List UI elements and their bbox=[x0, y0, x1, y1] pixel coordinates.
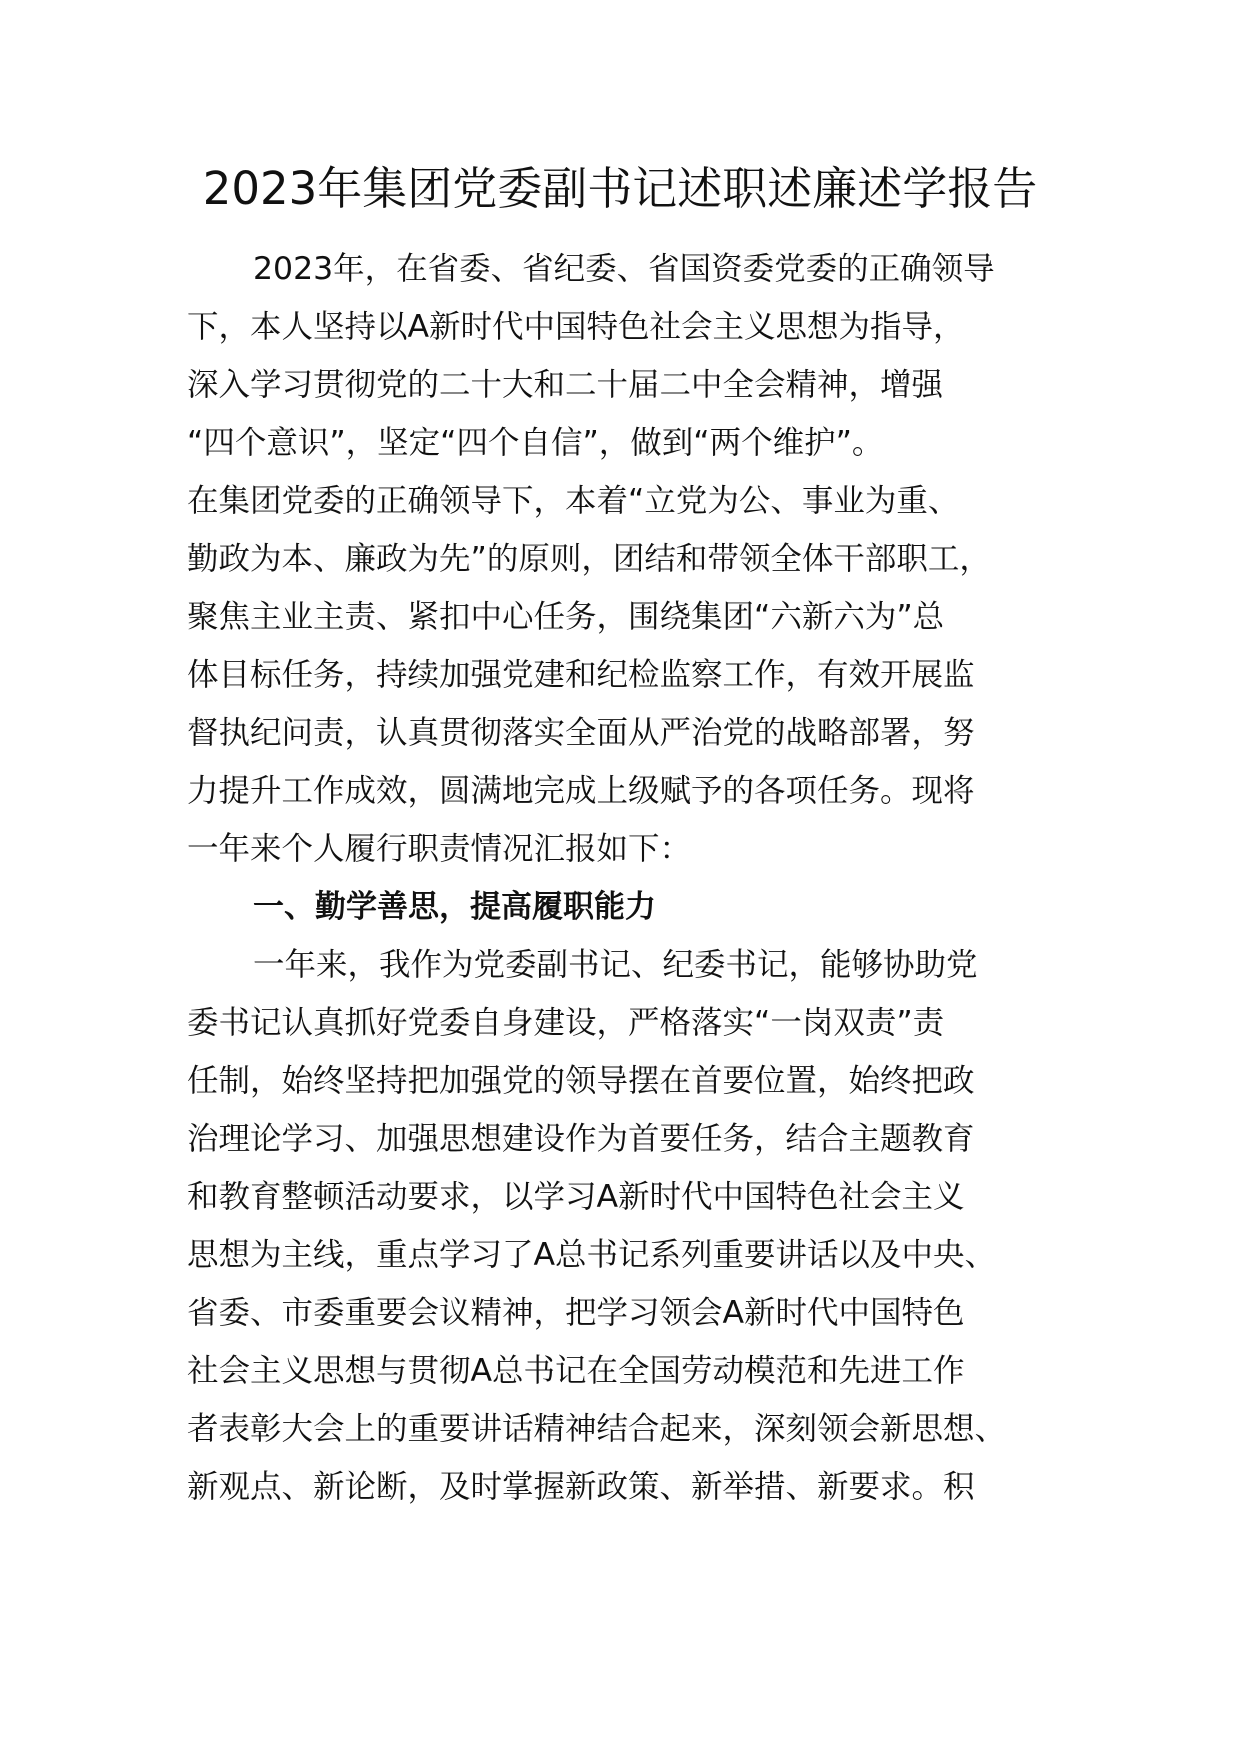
paragraph-line: 2023年，在省委、省纪委、省国资委党委的正确领导 bbox=[253, 251, 995, 287]
paragraph-line: 一年来，我作为党委副书记、纪委书记，能够协助党 bbox=[253, 947, 978, 983]
paragraph-line: 督执纪问责，认真贯彻落实全面从严治党的战略部署，努 bbox=[187, 715, 975, 751]
paragraph-line: 省委、市委重要会议精神，把学习领会A新时代中国特色 bbox=[187, 1295, 965, 1331]
paragraph-line: 社会主义思想与贯彻A总书记在全国劳动模范和先进工作 bbox=[187, 1353, 965, 1389]
section-heading: 一、勤学善思，提高履职能力 bbox=[253, 889, 656, 925]
paragraph-line: 治理论学习、加强思想建设作为首要任务，结合主题教育 bbox=[187, 1121, 975, 1157]
paragraph-line: 思想为主线，重点学习了A总书记系列重要讲话以及中央、 bbox=[187, 1237, 997, 1273]
document-title: 2023年集团党委副书记述职述廉述学报告 bbox=[202, 162, 1038, 215]
paragraph-line: 深入学习贯彻党的二十大和二十届二中全会精神，增强 bbox=[187, 367, 944, 403]
paragraph-line: 任制，始终坚持把加强党的领导摆在首要位置，始终把政 bbox=[187, 1063, 975, 1099]
paragraph-line: 下，本人坚持以A新时代中国特色社会主义思想为指导， bbox=[187, 309, 965, 345]
paragraph-line: 体目标任务，持续加强党建和纪检监察工作，有效开展监 bbox=[187, 657, 975, 693]
paragraph-line: 在集团党委的正确领导下，本着“立党为公、事业为重、 bbox=[187, 483, 960, 519]
paragraph-line: 新观点、新论断，及时掌握新政策、新举措、新要求。积 bbox=[187, 1469, 975, 1505]
paragraph-line: 力提升工作成效，圆满地完成上级赋予的各项任务。现将 bbox=[187, 773, 975, 809]
paragraph-line: 聚焦主业主责、紧扣中心任务，围绕集团“六新六为”总 bbox=[187, 599, 945, 635]
paragraph-line: 勤政为本、廉政为先”的原则，团结和带领全体干部职工， bbox=[187, 541, 991, 577]
paragraph-line: 者表彰大会上的重要讲话精神结合起来，深刻领会新思想、 bbox=[187, 1411, 1007, 1447]
paragraph-line: 和教育整顿活动要求，以学习A新时代中国特色社会主义 bbox=[187, 1179, 965, 1215]
document-body bbox=[187, 240, 1057, 1516]
paragraph-line: 委书记认真抓好党委自身建设，严格落实“一岗双责”责 bbox=[187, 1005, 945, 1041]
paragraph-line: “四个意识”，坚定“四个自信”，做到“两个维护”。 bbox=[187, 425, 884, 461]
paragraph-line: 一年来个人履行职责情况汇报如下： bbox=[187, 831, 692, 867]
